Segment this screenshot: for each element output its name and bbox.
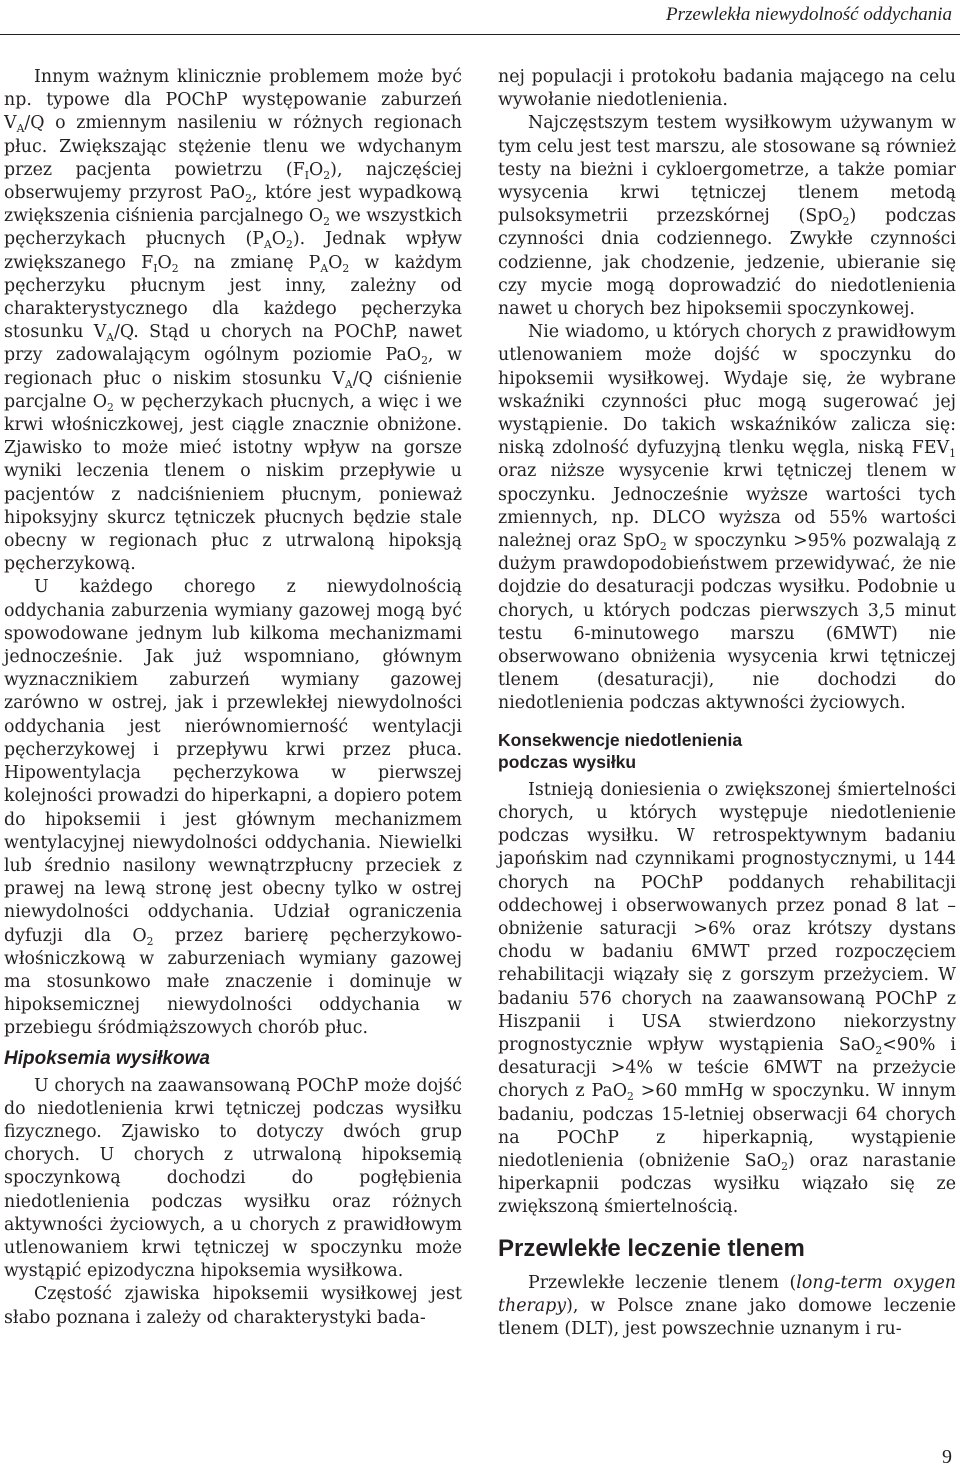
paragraph: Istnieją doniesienia o zwiększonej śmiertelności chorych, u których występuje niedotlenienie podczas wysiłku. W retrospektywnym badaniu japońskim nad czynnikami prognostycznymi, u 144 chorych na POChP poddanych rehabilitacji oddechowej i obserwowanych przez ponad 8 lat – obniżenie saturacji >6% oraz krótszy dystans chodu w badaniu 6MWT przed rozpoczęciem rehabilitacji wiązały się z gorszym przeżyciem. W badaniu 576 chorych na zaawansowaną POChP z Hiszpanii i USA stwierdzono niekorzystny prognostycznie wpływ wystąpienia SaO$_2$<90% i desaturacji >4% w teście 6MWT na przeżycie chorych z PaO$_2$ >60 mmHg w spoczynku. W innym badaniu, podczas 15-letniej obserwacji 64 chorych na POChP z hiperkapnią, wystąpienie niedotlenienia (obniżenie SaO$_2$) oraz narastanie hiperkapnii podczas wysiłku wiązało się ze zwiększoną śmiertelnością.: [498, 779, 956, 1218]
paragraph: Innym ważnym klinicznie problemem może być np. typowe dla POChP występowanie zaburzeń $V_A/Q$ o zmiennym nasileniu w różnych regionach płuc. Zwiększając stężenie tlenu we wdychanym przez pacjenta powietrzu $(F_IO_2)$, najczęściej obserwujemy przyrost PaO$_2$, które jest wypadkową zwiększenia ciśnienia parcjalnego $O_2$ we wszystkich pęcherzykach płucnych $(P_AO_2)$. Jednak wpływ zwiększanego $F_IO_2$ na zmianę $P_AO_2$ w każdym pęcherzyku płucnym jest inny, zależny od charakterystycznego dla każdego pęcherzyka stosunku $V_A/Q$. Stąd u chorych na POChP, nawet przy zadowalającym ogólnym poziomie PaO$_2$, w regionach płuc o niskim stosunku $V_A/Q$ ciśnienie parcjalne $O_2$ w pęcherzykach płucnych, a więc i we krwi włośniczkowej, jest ciągle znacznie obniżone. Zjawisko to może mieć istotny wpływ na gorsze wyniki leczenia tlenem o niskim przepływie u pacjentów z nadciśnieniem płucnym, ponieważ hipoksyjny skurcz tętniczek płucnych będzie stale obecny w regionach płuc z utrwaloną hipoksją pęcherzykową.: [4, 67, 463, 575]
paragraph: nej populacji i protokołu badania mającego na celu wywołanie niedotlenienia.: [498, 67, 956, 111]
paragraph: U każdego chorego z niewydolnością oddychania zaburzenia wymiany gazowej mogą być spowodowane jednym lub kilkoma mechanizmami jednocześnie. Jak już wspomniano, głównym wyznacznikiem zaburzeń wymiany gazowej zarówno w ostrej, jak i przewlekłej niewydolności oddychania jest nierównomierność wentylacji pęcherzykowej i przepływu krwi przez płuca. Hipowentylacja pęcherzykowa w pierwszej kolejności prowadzi do hiperkapni, a dopiero potem do hipoksemii i jest głównym mechanizmem wentylacyjnej niewydolności oddychania. Niewielki lub średnio nasilony wewnątrzpłucny przeciek z prawej na lewą stronę jest obecny tylko w ostrej niewydolności oddychania. Udział ograniczenia dyfuzji dla $O_2$ przez barierę pęcherzykowo-włośniczkową w zaburzeniach wymiany gazowej ma stosunkowo małe znaczenie i dominuje w hipoksemicznej niewydolności oddychania w przebiegu śródmiąższowych chorób płuc.: [4, 577, 462, 1039]
paragraph: U chorych na zaawansowaną POChP może dojść do niedotlenienia krwi tętniczej podczas wysiłku fizycznego. Zjawisko to dotyczy dwóch grup chorych. U chorych z utrwaloną hipoksemią spoczynkową dochodzi do pogłębienia niedotlenienia podczas wysiłku oraz różnych aktywności życiowych, a u chorych z prawidłowym utlenowaniem krwi tętniczej w spoczynku może wystąpić epizodyczna hipoksemia wysiłkowa.: [4, 1075, 462, 1282]
page-number: 9: [942, 1446, 952, 1468]
section-heading: Przewlekłe leczenie tlenem: [498, 1234, 805, 1262]
header-rule: [0, 34, 960, 35]
section-heading: Hipoksemia wysiłkowa: [4, 1047, 210, 1069]
running-head: Przewlekła niewydolność oddychania: [666, 4, 952, 25]
paragraph: Przewlekłe leczenie tlenem (long-term oxygen therapy), w Polsce znane jako domowe leczenie tlenem (DLT), jest powszechnie uznanym i ru-: [498, 1272, 956, 1339]
paragraph: Częstość zjawiska hipoksemii wysiłkowej jest słabo poznana i zależy od charakterystyki bada-: [4, 1284, 462, 1328]
paragraph: Najczęstszym testem wysiłkowym używanym w tym celu jest test marszu, ale stosowane są również testy na bieżni i cykloergometrze, a także pomiar wysycenia krwi tętniczej tlenem metodą pulsoksymetrii przezskórnej (SpO$_2$) podczas czynności dnia codziennego. Zwykłe czynności codzienne, jak chodzenie, jedzenie, ubieranie się czy mycie mogą doprowadzić do niedotlenienia nawet u chorych bez hipoksemii spoczynkowej.: [498, 113, 956, 320]
left-column: [4, 66, 462, 1330]
paragraph: Nie wiadomo, u których chorych z prawidłowym utlenowaniem może dojść w spoczynku do hipoksemii wysiłkowej. Wydaje się, że wybrane wskaźniki czynności płuc mogą sugerować jej wystąpienie. Do takich wskaźników zalicza się: niską zdolność dyfuzyjną tlenku węgla, niską $FEV_1$ oraz niższe wysycenie krwi tętniczej tlenem w spoczynku. Jednocześnie wyższe wartości tych zmiennych, np. DLCO wyższa od 55% wartości należnej oraz SpO$_2$ w spoczynku >95% pozwalają z dużym prawdopodobieństwem przewidywać, że nie dojdzie do desaturacji podczas wysiłku. Podobnie u chorych, u których podczas pierwszych 3,5 minut testu 6-minutowego marszu (6MWT) nie obserwowano obniżenia wysycenia krwi tętniczej tlenem (desaturacji), nie dochodzi do niedotlenienia podczas aktywności życiowych.: [498, 322, 956, 714]
right-column: [498, 66, 956, 1341]
subsection-heading: Konsekwencje niedotlenienia podczas wysiłku: [498, 729, 743, 772]
